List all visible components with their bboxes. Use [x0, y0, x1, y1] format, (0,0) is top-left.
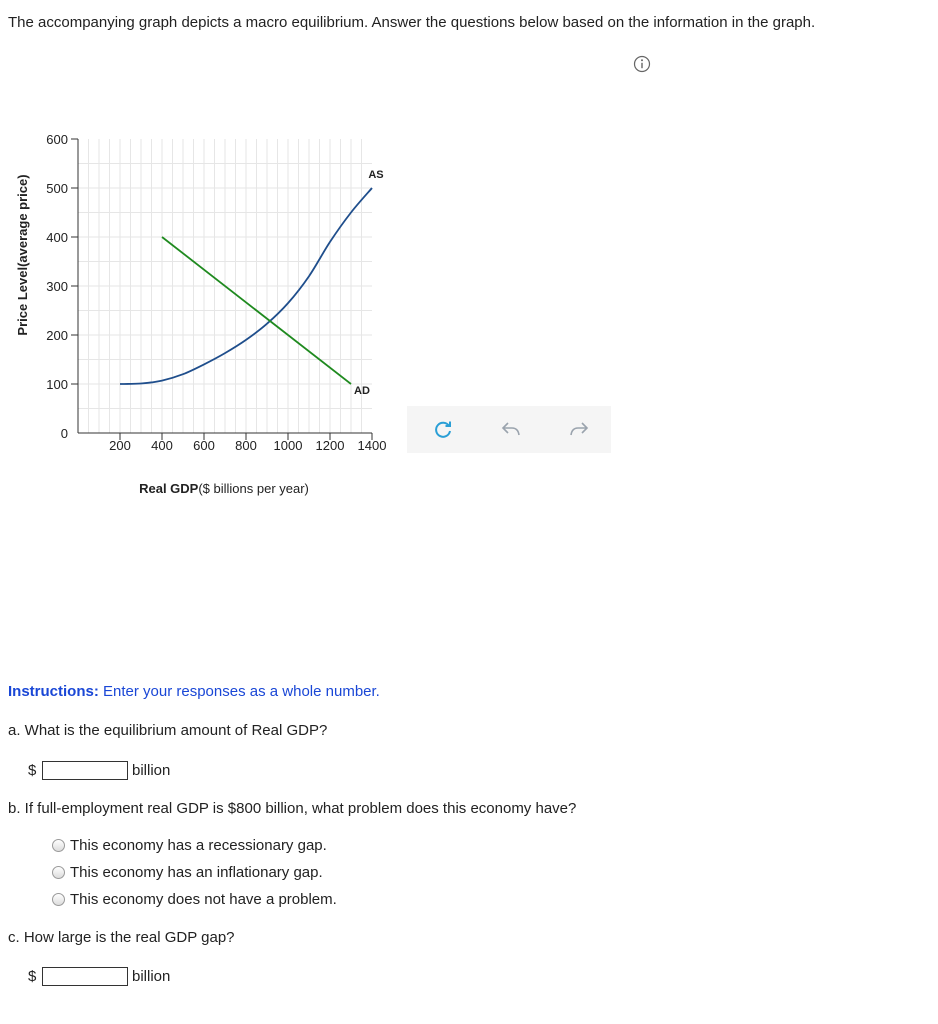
y-tick-label: 100 [46, 377, 68, 392]
option-label: This economy has a recessionary gap. [70, 837, 327, 854]
y-axis-label: Price Level(average price) [15, 174, 30, 336]
currency-symbol: $ [28, 968, 37, 985]
equilibrium-gdp-input[interactable] [42, 761, 128, 780]
option-label: This economy has an inflationary gap. [70, 864, 323, 881]
y-tick-label: 400 [46, 230, 68, 245]
x-tick-label: 400 [151, 438, 173, 453]
currency-symbol: $ [28, 762, 37, 779]
x-axis-label-rest: ($ billions per year) [198, 481, 309, 496]
question-c: c. How large is the real GDP gap? [8, 929, 235, 946]
unit-label: billion [132, 762, 171, 779]
y-tick-label: 0 [60, 426, 68, 441]
y-tick-label: 200 [46, 328, 68, 343]
gdp-gap-input[interactable] [42, 967, 128, 986]
redo-icon[interactable] [567, 417, 591, 441]
x-tick-label: 800 [235, 438, 257, 453]
ticks [46, 132, 386, 453]
undo-icon[interactable] [499, 417, 523, 441]
unit-label: billion [132, 968, 171, 985]
reset-icon[interactable] [431, 417, 455, 441]
chart [0, 120, 420, 510]
y-tick-label: 500 [46, 181, 68, 196]
y-tick-label: 600 [46, 132, 68, 147]
instructions-text: Enter your responses as a whole number. [103, 683, 380, 700]
ad-label: AD [354, 385, 370, 397]
series [120, 169, 384, 397]
instructions-label: Instructions: [8, 683, 99, 700]
option-label: This economy does not have a problem. [70, 891, 337, 908]
x-tick-label: 1000 [273, 438, 303, 453]
x-axis-label-bold: Real GDP [139, 481, 199, 496]
graph-toolbar [407, 406, 611, 453]
radio-button[interactable] [52, 839, 65, 852]
as-label: AS [368, 169, 384, 181]
instructions [8, 683, 380, 700]
x-tick-label: 200 [109, 438, 131, 453]
x-tick-label: 1400 [357, 438, 387, 453]
info-icon[interactable] [633, 55, 651, 73]
question-b: b. If full-employment real GDP is $800 billion, what problem does this economy have? [8, 800, 577, 817]
x-tick-label: 1200 [315, 438, 345, 453]
intro-text: The accompanying graph depicts a macro equilibrium. Answer the questions below based on the information in the graph. [8, 14, 816, 31]
radio-button[interactable] [52, 893, 65, 906]
radio-button[interactable] [52, 866, 65, 879]
x-axis-label [139, 481, 309, 496]
y-tick-label: 300 [46, 279, 68, 294]
question-a: a. What is the equilibrium amount of Real GDP? [8, 722, 328, 739]
x-tick-label: 600 [193, 438, 215, 453]
